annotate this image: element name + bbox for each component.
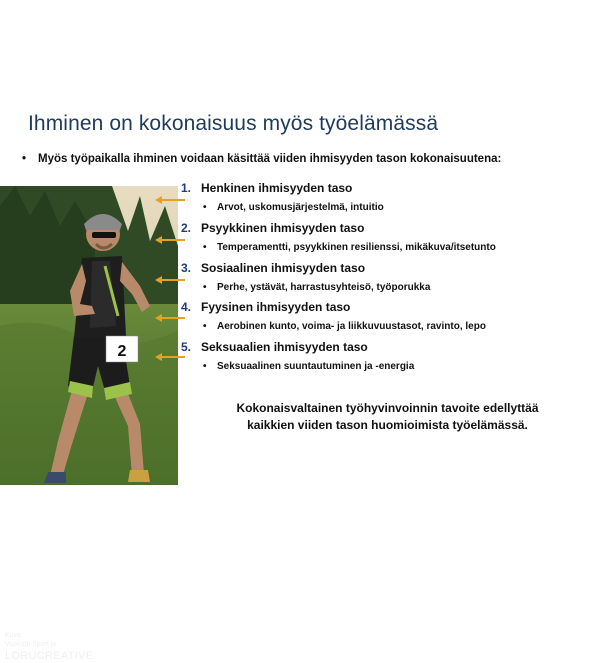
summary-text: [190, 400, 585, 434]
level-detail: Seksuaalinen suuntautuminen ja -energia: [217, 361, 415, 372]
level-detail: Arvot, uskomusjärjestelmä, intuitio: [217, 202, 384, 213]
level-detail: Perhe, ystävät, harrastusyhteisö, työporukka: [217, 282, 431, 293]
level-number: 3.: [181, 261, 192, 275]
credit-line-2: Vuokatti Sport ja: [5, 641, 57, 648]
level-name: Psyykkinen ihmisyyden taso: [201, 221, 365, 235]
level-detail: Temperamentti, psyykkinen resilienssi, mikäkuva/itsetunto: [217, 242, 496, 253]
credit-brand: LORUCREATIVE: [5, 650, 94, 662]
summary-line-2: kaikkien viiden tason huomioimista työelämässä.: [247, 418, 528, 432]
level-number: 4.: [181, 300, 192, 314]
level-name: Fyysinen ihmisyyden taso: [201, 300, 351, 314]
bullet-marker: •: [203, 361, 207, 372]
level-name: Sosiaalinen ihmisyyden taso: [201, 261, 366, 275]
intro-text: Myös työpaikalla ihminen voidaan käsittää viiden ihmisyyden tason kokonaisuutena:: [38, 153, 502, 165]
bullet-marker: •: [22, 153, 27, 165]
level-4: [181, 300, 596, 332]
runner-photo: [0, 186, 178, 662]
credit-line-1: Kuva: [5, 632, 21, 639]
level-3: [181, 261, 596, 293]
summary-line-1: Kokonaisvaltainen työhyvinvoinnin tavoite edellyttää: [236, 401, 539, 415]
level-number: 5.: [181, 340, 192, 354]
bullet-marker: •: [203, 282, 207, 293]
level-name: Seksuaalien ihmisyyden taso: [201, 340, 368, 354]
level-detail: Aerobinen kunto, voima- ja liikkuvuustasot, ravinto, lepo: [217, 321, 486, 332]
level-2: [181, 221, 596, 253]
bullet-marker: •: [203, 242, 207, 253]
level-5: [181, 340, 596, 372]
bullet-marker: •: [203, 202, 207, 213]
bullet-marker: •: [203, 321, 207, 332]
bib-number: 2: [117, 343, 127, 360]
photo-credit: [5, 631, 93, 663]
level-name: Henkinen ihmisyyden taso: [201, 181, 353, 195]
level-number: 2.: [181, 221, 192, 235]
slide-title: Ihminen on kokonaisuus myös työelämässä: [28, 112, 439, 135]
intro-bullet: [22, 153, 597, 165]
level-number: 1.: [181, 181, 192, 195]
level-1: [181, 181, 596, 213]
